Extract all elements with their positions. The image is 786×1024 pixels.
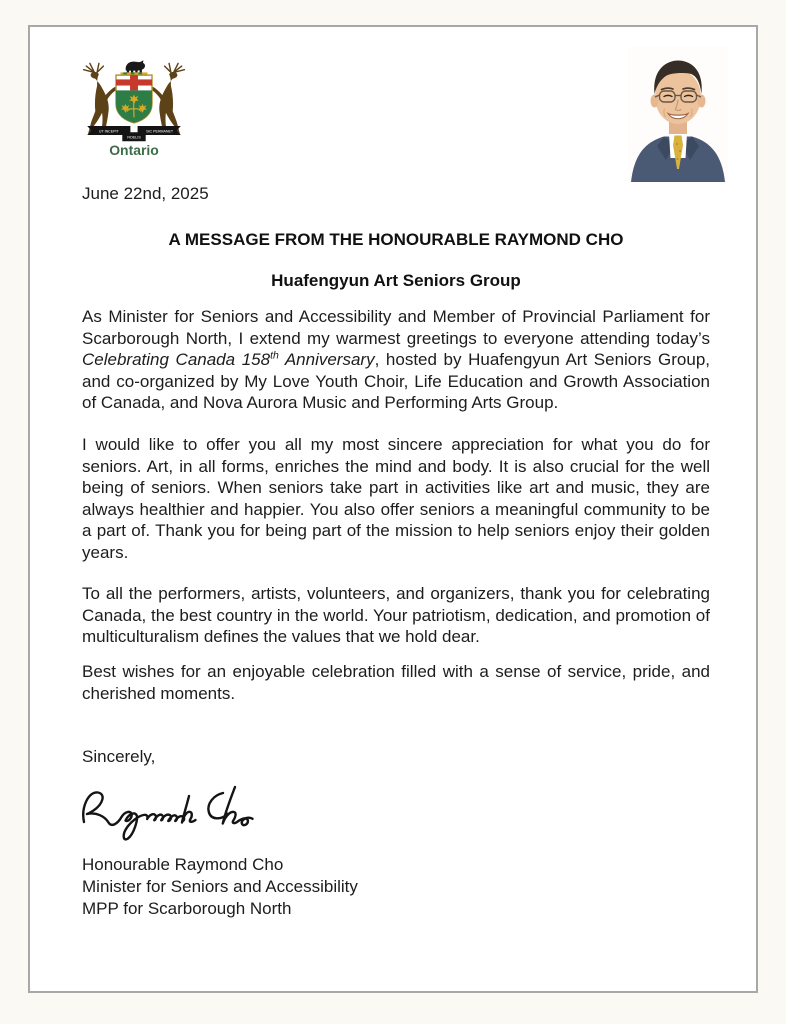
event-name-italic: Celebrating Canada 158 [82, 350, 271, 369]
ontario-coat-of-arms-icon [80, 57, 188, 158]
deer-supporter-icon [151, 63, 184, 133]
closing-salutation: Sincerely, [82, 747, 156, 766]
paragraph-greeting-before: As Minister for Seniors and Accessibility and Member of Provincial Parliament for Scarborough North, I extend my warmest greetings to everyone attending today’s [82, 307, 710, 348]
paragraph-appreciation: I would like to offer you all my most sincere appreciation for what you do for seniors. Art, in all forms, enriches the mind and body. It is also crucial for the well being of seniors. When seniors take part in activities like art and music, they are always healthier and happier. You also offer seniors a meaningful community to be a part of. Thank you for being part of the mission to help seniors enjoy their golden years. [82, 435, 710, 562]
signoff-role: Minister for Seniors and Accessibility [82, 877, 358, 896]
motto-ribbon [87, 126, 181, 141]
ordinal-superscript: th [270, 349, 279, 362]
paragraph-performers: To all the performers, artists, volunteers, and organizers, thank you for celebrating Canada, the best country in the world. Your patriotism, dedication, and promotion of multiculturalism defines the values that we hold dear. [82, 584, 710, 646]
bear-crest-icon [126, 60, 145, 73]
portrait-photo [627, 47, 729, 182]
letter-subtitle: Huafengyun Art Seniors Group [271, 271, 521, 290]
shield-icon [116, 75, 152, 123]
motto-left: UT INCEPIT [98, 129, 119, 134]
signoff-name: Honourable Raymond Cho [82, 855, 284, 874]
signoff-block [82, 854, 710, 920]
paragraph-greeting [82, 306, 710, 414]
motto-center: FIDELIS [127, 135, 141, 140]
signoff-riding: MPP for Scarborough North [82, 899, 292, 918]
moose-supporter-icon [84, 63, 117, 133]
ontario-wordmark: Ontario [109, 142, 159, 158]
letter-date: June 22nd, 2025 [82, 184, 209, 203]
motto-right: SIC PERMANET [146, 129, 174, 134]
signature-image [76, 770, 311, 848]
event-name-italic-b: Anniversary [278, 350, 375, 369]
page [28, 25, 758, 993]
paragraph-greeting-after: , hosted by Huafengyun Art Seniors Group, and co-organized by My Love Youth Choir, Life Education and Growth Association of Canada, and Nova Aurora Music and Performing Arts Group. [82, 350, 710, 412]
paragraph-best-wishes: Best wishes for an enjoyable celebration filled with a sense of service, pride, and cherished moments. [82, 662, 710, 703]
letter-title: A MESSAGE FROM THE HONOURABLE RAYMOND CHO [168, 230, 624, 249]
